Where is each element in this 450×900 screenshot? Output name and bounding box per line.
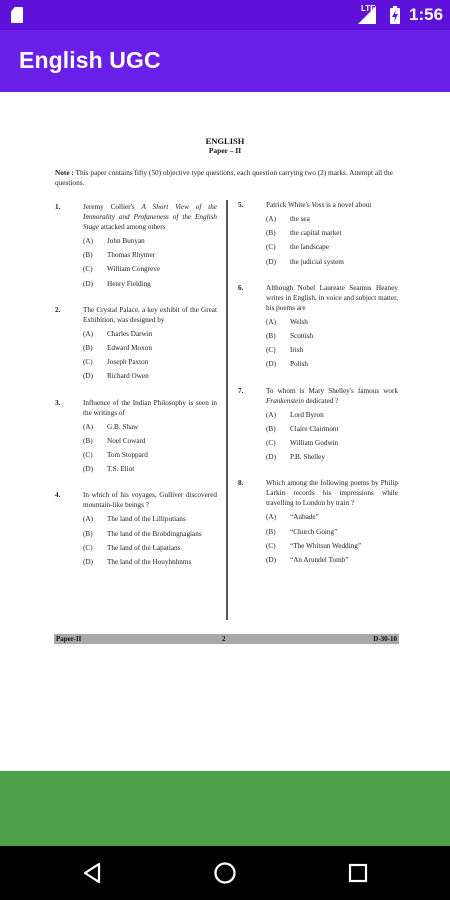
option-label: (B)	[266, 424, 276, 433]
question-2	[55, 305, 217, 384]
answer-options	[266, 510, 398, 567]
question-number: 6.	[238, 283, 244, 292]
question-text-italic: A Short View of the Immorality and Profaneness of the English Stage	[83, 203, 218, 231]
option-label: (B)	[83, 251, 93, 260]
answer-option	[83, 341, 217, 355]
question-1	[55, 202, 217, 291]
app-title: English UGC	[19, 47, 161, 73]
answer-option	[83, 369, 217, 383]
answer-option	[266, 436, 398, 450]
option-label: (B)	[266, 527, 276, 536]
status-time: 1:56	[409, 5, 444, 24]
question-number: 1.	[55, 203, 61, 211]
option-label: (A)	[83, 329, 93, 338]
option-text: Scottish	[290, 332, 314, 341]
option-text: The land of the Lapatians	[107, 543, 181, 552]
document-paper: Paper – II	[208, 146, 242, 155]
option-label: (C)	[83, 543, 93, 552]
option-text: Richard Owen	[107, 372, 149, 381]
question-text: Influence of the Indian Philosophy is seen in the writings of	[83, 398, 217, 417]
option-label: (C)	[266, 243, 276, 252]
answer-options	[266, 315, 398, 372]
option-label: (B)	[266, 229, 276, 238]
answer-option	[266, 422, 398, 436]
option-label: (B)	[83, 529, 93, 538]
home-icon	[213, 861, 237, 885]
option-label: (B)	[83, 436, 93, 445]
option-label: (A)	[83, 422, 93, 431]
footer-paper: Paper-II	[56, 635, 82, 643]
option-text: “Church Going”	[290, 527, 338, 536]
question-number: 8.	[238, 479, 244, 488]
question-7	[238, 386, 398, 465]
note-text: This paper contains fifty (50) objective type questions, each question carrying two (2) marks. Attempt all the questions.	[55, 168, 393, 187]
answer-options	[83, 234, 217, 291]
footer-code: D-30-10	[373, 635, 397, 643]
ad-banner[interactable]	[0, 771, 450, 846]
battery-icon	[390, 6, 400, 24]
network-type-label: LTE	[361, 4, 376, 13]
document-subject: ENGLISH	[205, 136, 245, 146]
option-text: The land of the Houyhnhnms	[107, 558, 192, 567]
option-text: Joseph Paxton	[107, 358, 149, 367]
answer-option	[83, 355, 217, 369]
option-label: (D)	[83, 465, 93, 474]
question-text-part: attacked among others	[98, 223, 166, 231]
answer-options	[266, 408, 398, 465]
footer-page-number: 2	[222, 635, 226, 643]
question-text-part: Patrick White's	[266, 201, 312, 209]
answer-option	[83, 434, 217, 448]
option-text: P.B. Shelley	[290, 453, 325, 462]
option-label: (A)	[266, 513, 276, 522]
answer-option	[83, 262, 217, 276]
answer-option	[266, 525, 398, 539]
page-footer	[54, 634, 399, 644]
questions-column-left	[55, 202, 217, 583]
answer-option	[266, 212, 398, 226]
question-text-part: is a novel about	[324, 201, 372, 209]
document-header	[0, 136, 450, 156]
option-label: (D)	[266, 556, 276, 565]
option-label: (B)	[266, 332, 276, 341]
question-8	[238, 478, 398, 567]
option-label: (C)	[83, 451, 93, 460]
option-text: Irish	[290, 346, 304, 355]
recents-icon	[348, 863, 368, 883]
question-6	[238, 283, 398, 372]
question-number: 4.	[55, 491, 61, 500]
option-text: Henry Fielding	[107, 279, 151, 288]
option-text: The land of the Lilliputians	[107, 515, 186, 524]
option-text: the sea	[290, 215, 310, 223]
option-label: (D)	[83, 558, 93, 567]
app-bar	[0, 30, 450, 92]
answer-option	[83, 234, 217, 248]
question-text: Although Nobel Laureate Seamus Heaney writes in English, in voice and subject matter, his poems are	[266, 283, 398, 312]
question-5	[238, 200, 398, 269]
option-text: William Congreve	[107, 265, 161, 274]
question-text-italic: Voss	[311, 201, 325, 209]
answer-option	[266, 315, 398, 329]
option-text: Edward Moxon	[107, 344, 152, 353]
answer-options	[266, 212, 398, 269]
navigation-bar	[0, 846, 450, 900]
status-bar	[0, 0, 450, 30]
option-text: Claire Clairmont	[290, 424, 339, 433]
answer-option	[83, 420, 217, 434]
option-label: (A)	[266, 215, 276, 223]
question-text	[83, 202, 217, 232]
answer-option	[266, 539, 398, 553]
document-page[interactable]	[0, 92, 450, 771]
option-text: John Bunyan	[107, 237, 145, 245]
answer-option	[266, 240, 398, 254]
option-text: “An Arundel Tomb”	[290, 556, 349, 565]
option-text: the landscape	[290, 243, 329, 252]
option-text: G.B. Shaw	[107, 422, 139, 431]
option-text: Tom Stoppard	[107, 451, 148, 460]
question-number: 5.	[238, 201, 244, 209]
option-label: (D)	[266, 360, 276, 369]
answer-option	[83, 327, 217, 341]
option-text: Lord Byron	[290, 410, 324, 419]
column-divider	[226, 200, 228, 620]
option-text: Welsh	[290, 317, 308, 326]
answer-option	[83, 512, 217, 526]
answer-option	[266, 329, 398, 343]
sd-card-icon	[11, 7, 23, 23]
option-text: “Aubade”	[290, 513, 319, 522]
question-number: 7.	[238, 386, 244, 395]
answer-options	[83, 512, 217, 569]
option-text: “The Whitsun Wedding”	[290, 541, 362, 550]
back-icon	[81, 862, 103, 884]
question-text	[266, 386, 398, 406]
option-label: (C)	[266, 439, 276, 448]
option-text: Polish	[290, 360, 308, 369]
option-label: (C)	[83, 265, 93, 274]
questions-column-right	[238, 200, 398, 581]
answer-options	[83, 420, 217, 477]
back-button[interactable]	[77, 858, 107, 888]
answer-option	[83, 541, 217, 555]
instructions-note	[55, 168, 400, 188]
option-label: (D)	[266, 453, 276, 462]
option-text: the judicial system	[290, 257, 344, 266]
note-label: Note :	[55, 168, 74, 177]
option-label: (A)	[266, 410, 276, 419]
question-4	[55, 490, 217, 569]
answer-option	[266, 226, 398, 240]
question-text-part: Jeremy Collier's	[83, 203, 142, 211]
answer-option	[83, 555, 217, 569]
option-text: T.S. Eliot	[107, 465, 135, 474]
question-3	[55, 398, 217, 477]
question-text: Which among the following poems by Philip Larkin records his impressions while travelling to London by train ?	[266, 479, 398, 508]
option-label: (B)	[83, 344, 93, 353]
answer-option	[266, 450, 398, 464]
question-text	[266, 200, 398, 210]
option-label: (C)	[266, 541, 276, 550]
answer-option	[266, 343, 398, 357]
answer-option	[83, 277, 217, 291]
option-text: the capital market	[290, 229, 342, 238]
question-number: 2.	[55, 305, 61, 314]
answer-option	[83, 462, 217, 476]
answer-option	[83, 248, 217, 262]
option-label: (D)	[83, 279, 93, 288]
answer-option	[266, 553, 398, 567]
answer-options	[83, 327, 217, 384]
answer-option	[83, 448, 217, 462]
option-text: William Godwin	[290, 439, 339, 448]
question-text-italic: Frankenstein	[266, 396, 304, 405]
recents-button[interactable]	[343, 858, 373, 888]
option-text: The land of the Brobdingnagians	[107, 529, 202, 538]
question-text: The Crystal Palace, a key exhibit of the Great Exhibition, was designed by	[83, 305, 217, 324]
answer-option	[266, 408, 398, 422]
question-text-part: dedicated ?	[303, 396, 339, 405]
answer-option	[83, 527, 217, 541]
question-text-part: To whom is Mary Shelley's famous work	[266, 386, 398, 395]
option-label: (D)	[266, 257, 276, 266]
answer-option	[266, 357, 398, 371]
option-text: Thomas Rhymer	[107, 251, 156, 260]
home-button[interactable]	[210, 858, 240, 888]
answer-option	[266, 510, 398, 524]
option-label: (A)	[266, 317, 276, 326]
option-text: Noel Coward	[107, 436, 146, 445]
question-text: In which of his voyages, Gulliver discovered mountain-like beings ?	[83, 491, 217, 510]
option-label: (C)	[83, 358, 93, 367]
option-label: (C)	[266, 346, 276, 355]
option-label: (D)	[83, 372, 93, 381]
option-label: (A)	[83, 515, 93, 524]
question-number: 3.	[55, 398, 61, 407]
option-label: (A)	[83, 237, 93, 245]
answer-option	[266, 255, 398, 269]
option-text: Charles Darwin	[107, 329, 153, 338]
